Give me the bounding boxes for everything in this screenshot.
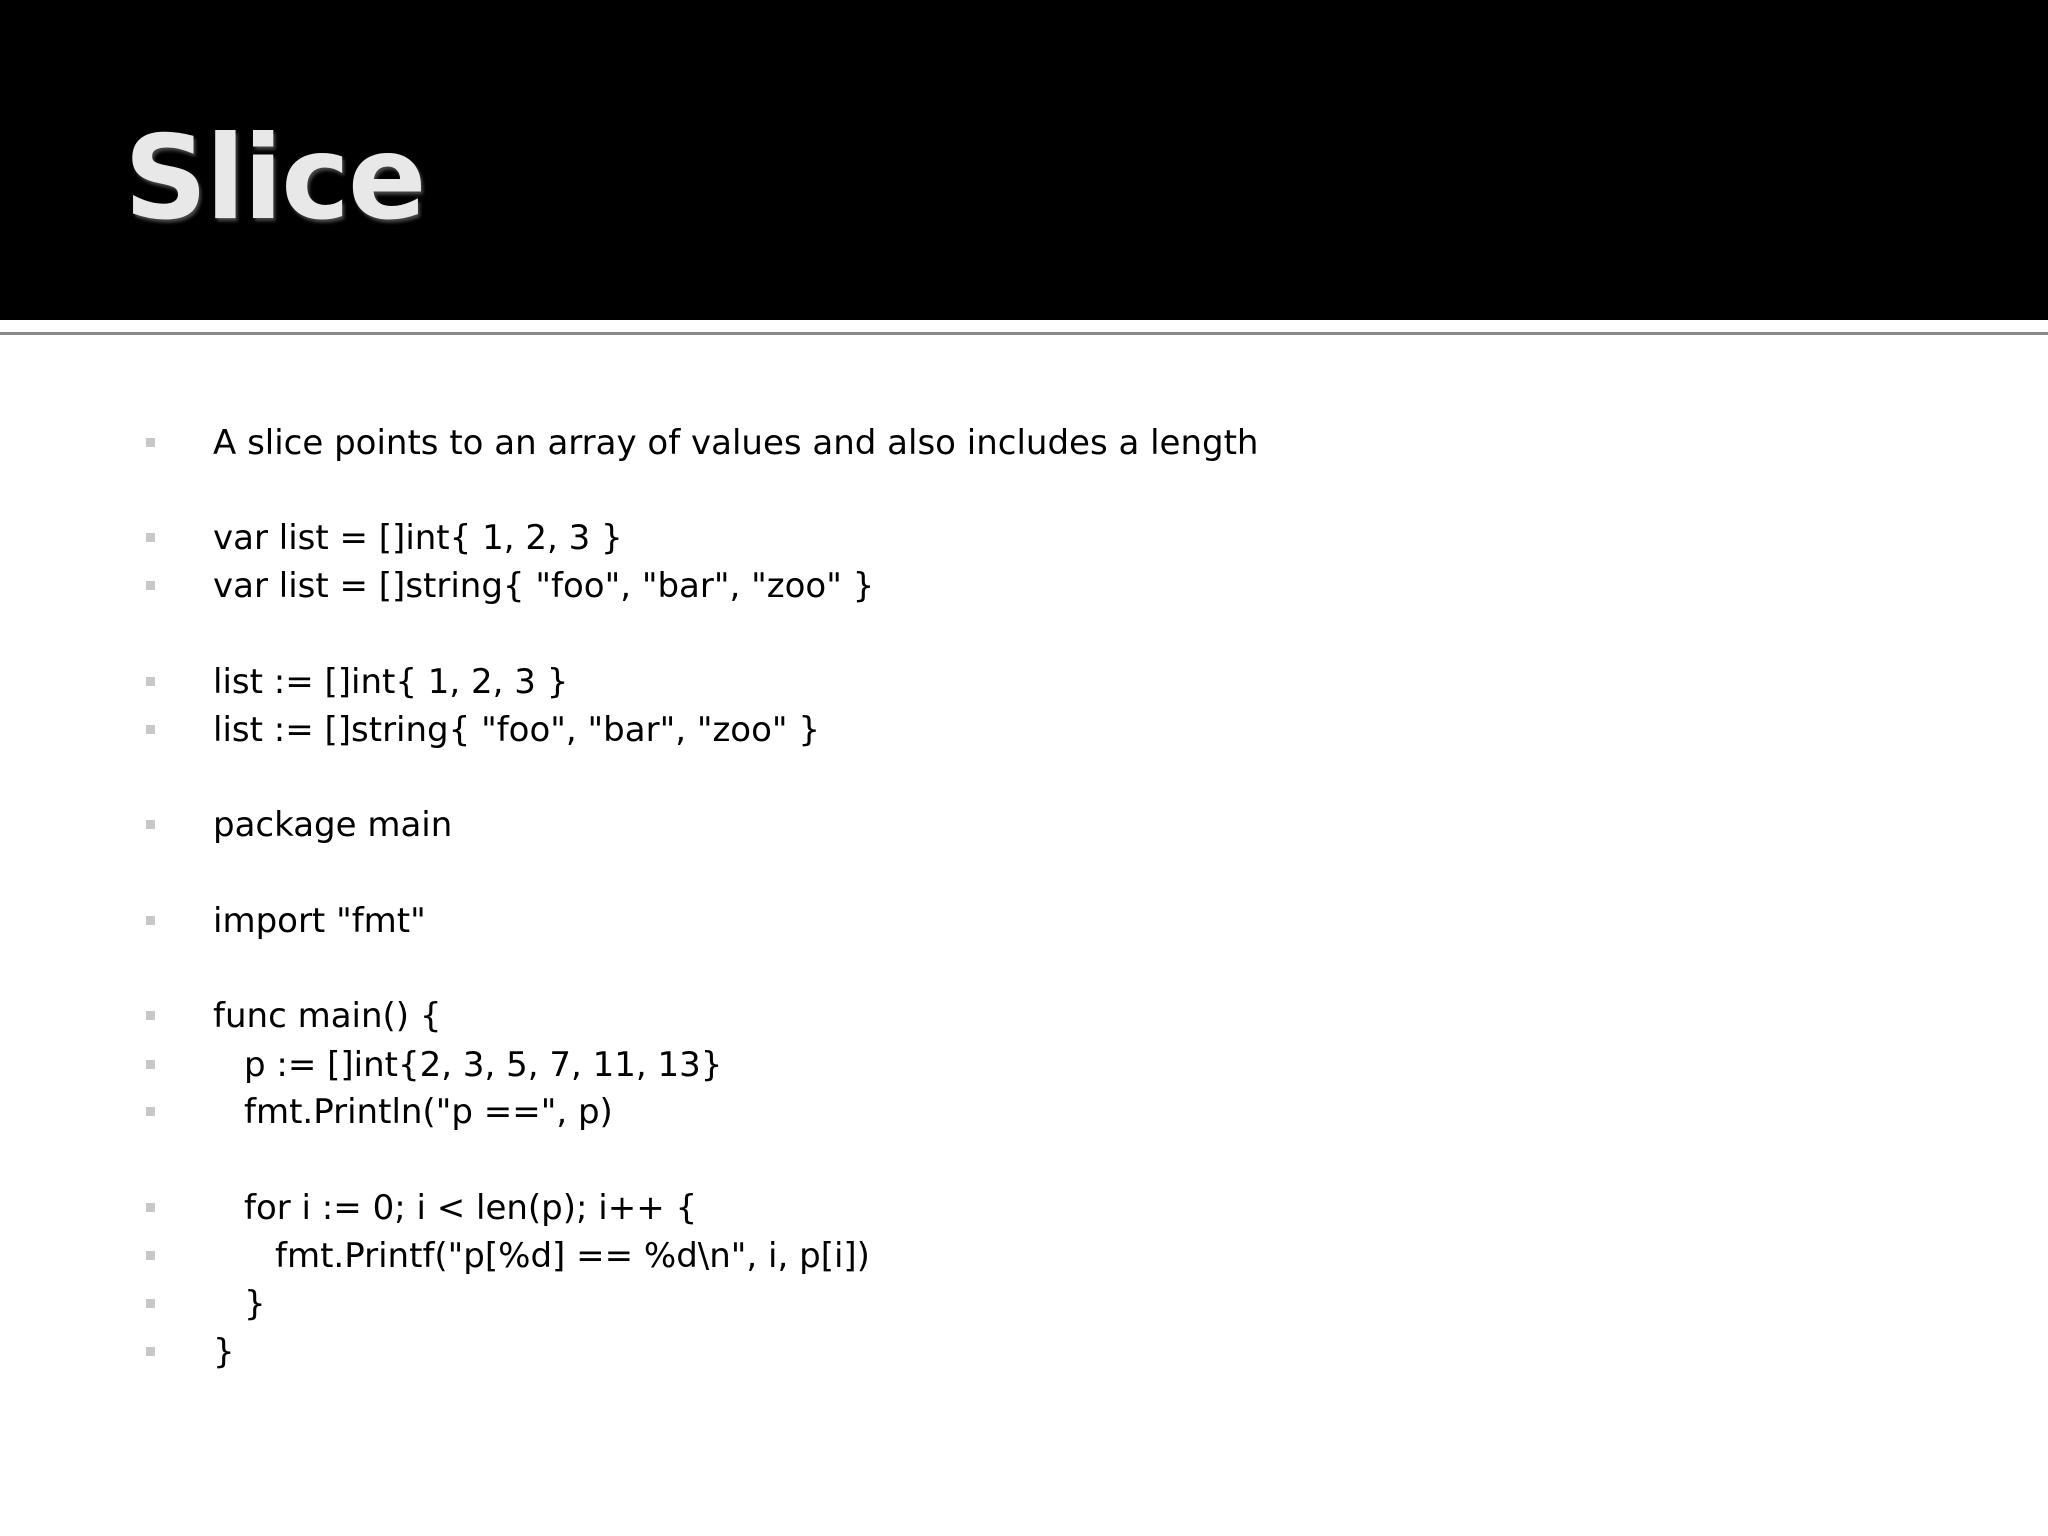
bullet-text: } (213, 1332, 235, 1372)
bullet-text: import "fmt" (213, 901, 426, 941)
bullet-item (0, 1041, 2048, 1089)
bullet-text: list := []int{ 1, 2, 3 } (213, 662, 569, 702)
bullet-square-icon (146, 1251, 155, 1260)
bullet-square-icon (146, 1203, 155, 1212)
bullet-item (0, 1184, 2048, 1232)
bullet-item (0, 897, 2048, 945)
bullet-square-icon (146, 1347, 155, 1356)
bullet-square-icon (146, 1011, 155, 1020)
bullet-item (0, 514, 2048, 562)
bullet-text: for i := 0; i < len(p); i++ { (244, 1188, 698, 1228)
bullet-item (0, 1328, 2048, 1376)
bullet-item (0, 992, 2048, 1040)
bullet-item (0, 1088, 2048, 1136)
bullet-text: func main() { (213, 996, 442, 1036)
bullet-square-icon (146, 1299, 155, 1308)
bullet-item (0, 706, 2048, 754)
bullet-text: p := []int{2, 3, 5, 7, 11, 13} (244, 1045, 723, 1085)
bullet-square-icon (146, 916, 155, 925)
bullet-text: } (244, 1284, 266, 1324)
bullet-text: fmt.Println("p ==", p) (244, 1092, 613, 1132)
bullet-item (0, 658, 2048, 706)
bullet-square-icon (146, 1107, 155, 1116)
bullet-text: A slice points to an array of values and also includes a length (213, 423, 1259, 463)
bullet-square-icon (146, 725, 155, 734)
bullet-item (0, 419, 2048, 467)
bullet-square-icon (146, 820, 155, 829)
bullet-square-icon (146, 533, 155, 542)
bullet-square-icon (146, 581, 155, 590)
bullet-text: package main (213, 805, 453, 845)
bullet-text: var list = []int{ 1, 2, 3 } (213, 518, 623, 558)
bullet-square-icon (146, 438, 155, 447)
bullet-text: list := []string{ "foo", "bar", "zoo" } (213, 710, 820, 750)
bullet-square-icon (146, 1060, 155, 1069)
bullet-item (0, 1232, 2048, 1280)
slide-title: Slice (124, 111, 425, 246)
bullet-item (0, 562, 2048, 610)
bullet-item (0, 801, 2048, 849)
bullet-item (0, 1280, 2048, 1328)
bullet-square-icon (146, 677, 155, 686)
bullet-text: fmt.Printf("p[%d] == %d\n", i, p[i]) (275, 1236, 870, 1276)
bullet-text: var list = []string{ "foo", "bar", "zoo" } (213, 566, 875, 606)
